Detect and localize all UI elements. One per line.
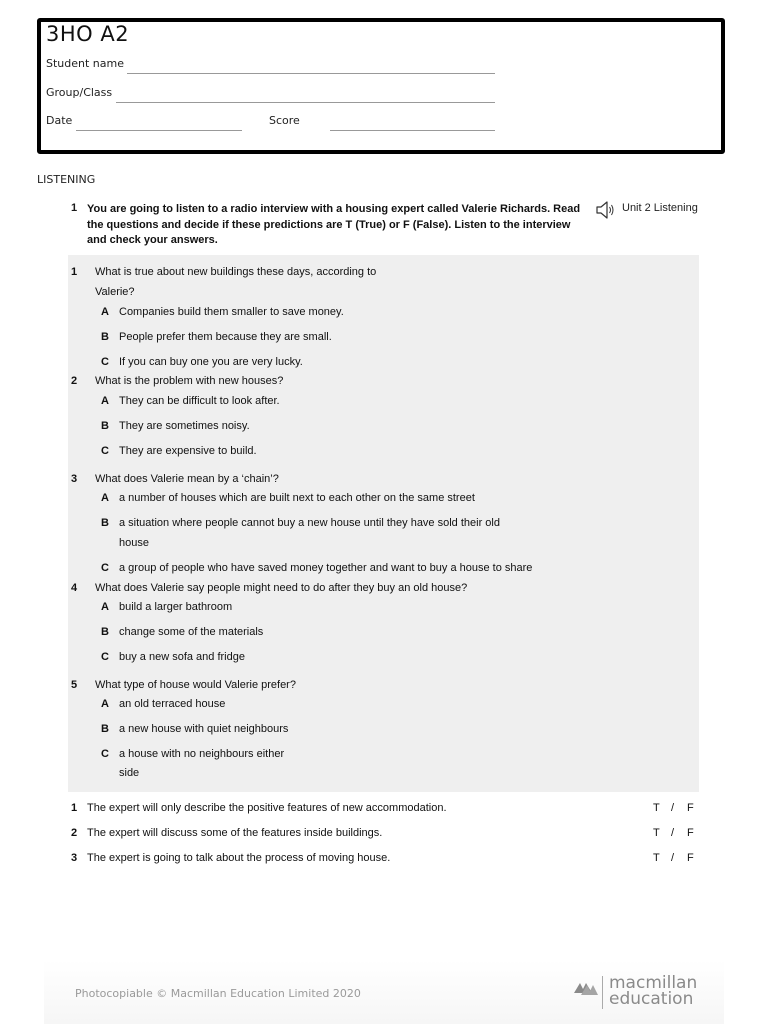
option-text: an old terraced house: [119, 698, 226, 710]
score-field[interactable]: [330, 130, 495, 131]
worksheet-title: 3HO A2: [46, 22, 130, 46]
option-text-continued: house: [119, 537, 149, 549]
option-letter[interactable]: C: [101, 562, 109, 574]
score-label: Score: [269, 114, 300, 127]
option-letter[interactable]: B: [101, 723, 109, 735]
logo-divider: [602, 976, 603, 1009]
question-number: 3: [71, 473, 78, 485]
exercise-instruction: You are going to listen to a radio interview with a housing expert called Valerie Richards. Read the questions and decide if these predictions are T (True) or F (False). Listen to the interview and check your answers.: [87, 203, 581, 246]
option-letter[interactable]: A: [101, 601, 109, 613]
option-text: If you can buy one you are very lucky.: [119, 356, 303, 368]
option-text: a house with no neighbours either: [119, 748, 285, 760]
question-text: What is true about new buildings these days, according to: [95, 266, 377, 278]
student-info-box: [37, 18, 725, 154]
question-text: What does Valerie mean by a ‘chain’?: [95, 473, 279, 485]
option-letter[interactable]: A: [101, 698, 109, 710]
option-text: They are expensive to build.: [119, 445, 257, 457]
section-heading: LISTENING: [37, 173, 96, 186]
false-choice[interactable]: F: [687, 827, 694, 839]
macmillan-logo-icon: [573, 977, 599, 999]
date-label: Date: [46, 114, 73, 127]
option-letter[interactable]: A: [101, 492, 109, 504]
option-text: Companies build them smaller to save money.: [119, 306, 344, 318]
student-name-label: Student name: [46, 57, 124, 70]
audio-track-label[interactable]: Unit 2 Listening: [622, 202, 698, 214]
false-choice[interactable]: F: [687, 852, 694, 864]
question-text-continued: Valerie?: [95, 286, 135, 298]
option-text: a new house with quiet neighbours: [119, 723, 289, 735]
logo-line-education: education: [609, 989, 694, 1009]
option-letter[interactable]: C: [101, 651, 109, 663]
option-letter[interactable]: B: [101, 517, 109, 529]
true-choice[interactable]: T: [653, 802, 660, 814]
prediction-text: The expert will only describe the positive features of new accommodation.: [87, 802, 447, 814]
tf-separator: /: [671, 802, 675, 814]
question-text: What does Valerie say people might need to do after they buy an old house?: [95, 582, 468, 594]
option-text-continued: side: [119, 767, 140, 779]
speaker-icon[interactable]: [596, 201, 616, 219]
option-letter[interactable]: B: [101, 420, 109, 432]
question-number: 4: [71, 582, 78, 594]
option-letter[interactable]: C: [101, 356, 109, 368]
group-class-label: Group/Class: [46, 86, 113, 99]
prediction-number: 3: [71, 852, 78, 864]
macmillan-education-logo: [609, 975, 697, 1007]
copyright-notice: Photocopiable © Macmillan Education Limited 2020: [75, 987, 361, 1000]
option-letter[interactable]: B: [101, 626, 109, 638]
logo-line-macmillan: macmillan: [609, 973, 698, 993]
prediction-number: 1: [71, 802, 78, 814]
option-text: People prefer them because they are small.: [119, 331, 332, 343]
question-text: What type of house would Valerie prefer?: [95, 679, 296, 691]
true-choice[interactable]: T: [653, 827, 660, 839]
option-letter[interactable]: C: [101, 445, 109, 457]
option-text: They are sometimes noisy.: [119, 420, 250, 432]
tf-separator: /: [671, 827, 675, 839]
question-text: What is the problem with new houses?: [95, 375, 284, 387]
option-text: They can be difficult to look after.: [119, 395, 280, 407]
true-choice[interactable]: T: [653, 852, 660, 864]
false-choice[interactable]: F: [687, 802, 694, 814]
option-letter[interactable]: A: [101, 306, 109, 318]
tf-separator: /: [671, 852, 675, 864]
exercise-number: 1: [71, 202, 78, 214]
question-number: 1: [71, 266, 78, 278]
option-text: a group of people who have saved money together and want to buy a house to share: [119, 562, 533, 574]
option-letter[interactable]: C: [101, 748, 109, 760]
option-text: build a larger bathroom: [119, 601, 233, 613]
student-name-field[interactable]: [127, 73, 495, 74]
prediction-text: The expert is going to talk about the process of moving house.: [87, 852, 391, 864]
question-number: 2: [71, 375, 78, 387]
option-text: a situation where people cannot buy a new house until they have sold their old: [119, 517, 500, 529]
group-class-field[interactable]: [116, 102, 495, 103]
option-text: a number of houses which are built next to each other on the same street: [119, 492, 475, 504]
prediction-text: The expert will discuss some of the features inside buildings.: [87, 827, 383, 839]
prediction-number: 2: [71, 827, 78, 839]
question-number: 5: [71, 679, 78, 691]
option-letter[interactable]: A: [101, 395, 109, 407]
option-letter[interactable]: B: [101, 331, 109, 343]
option-text: change some of the materials: [119, 626, 264, 638]
option-text: buy a new sofa and fridge: [119, 651, 245, 663]
date-field[interactable]: [76, 130, 242, 131]
